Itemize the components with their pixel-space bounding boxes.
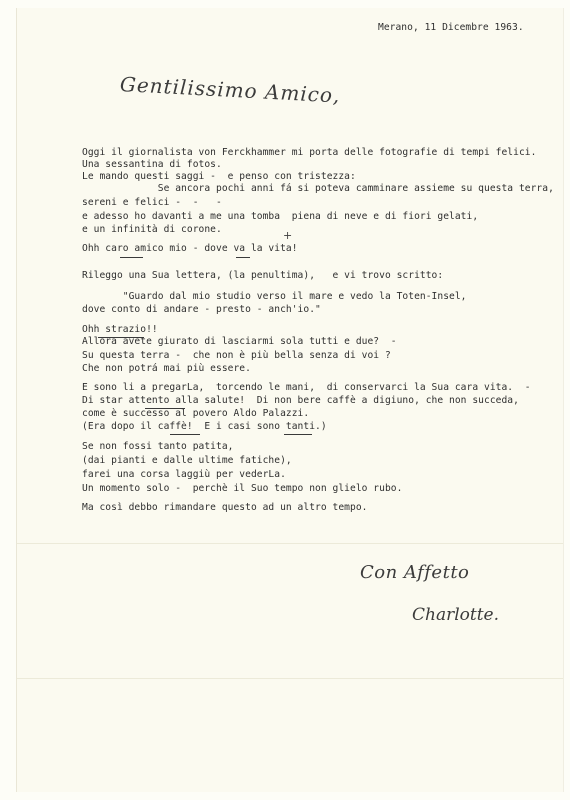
text-line: Una sessantina di fotos. [82, 159, 222, 170]
text-line: "Guardo dal mio studio verso il mare e vedo la Toten-Insel, [82, 291, 467, 302]
text-line: Un momento solo - perchè il Suo tempo non glielo rubo. [82, 483, 403, 494]
text-line: dove conto di andare - presto - anch'io." [82, 304, 321, 315]
text-line: come è successo al povero Aldo Palazzi. [82, 408, 310, 419]
text-line: Su questa terra - che non è più bella senza di voi ? [82, 350, 391, 361]
text-line: Di star attento alla salute! Di non bere caffè a digiuno, che non succeda, [82, 395, 519, 406]
salutation: Gentilissimo Amico, [119, 72, 341, 108]
text-line: e un infinità di corone. [82, 224, 222, 235]
text-line: Ma così debbo rimandare questo ad un altro tempo. [82, 502, 368, 513]
text-line: Che non potrá mai più essere. [82, 363, 251, 374]
text-line: e adesso ho davanti a me una tomba piena di neve e di fiori gelati, [82, 211, 479, 222]
handwritten-underline [120, 257, 143, 258]
text-line: farei una corsa laggiù per vederLa. [82, 469, 286, 480]
text-line: (Era dopo il caffè! E i casi sono tanti.) [82, 421, 327, 432]
closing: Con Affetto [360, 562, 470, 583]
text-line: Ohh strazio!! [82, 324, 158, 335]
text-line: Rileggo una Sua lettera, (la penultima), e vi trovo scritto: [82, 270, 444, 281]
text-line: (dai pianti e dalle ultime fatiche), [82, 455, 292, 466]
text-line: E sono li a pregarLa, torcendo le mani, di conservarci la Sua cara vita. - [82, 382, 531, 393]
handwritten-underline [284, 434, 312, 435]
text-line: Le mando questi saggi - e penso con tristezza: [82, 171, 356, 182]
text-line: Allora avete giurato di lasciarmi sola tutti e due? - [82, 336, 397, 347]
handwritten-underline [170, 434, 200, 435]
text-line: Ohh caro amico mio - dove va la vita! [82, 243, 298, 254]
handwritten-underline [236, 257, 250, 258]
handwritten-underline [145, 408, 185, 409]
letter-date: Merano, 11 Dicembre 1963. [378, 22, 524, 33]
handwritten-plus-mark: + [283, 229, 293, 242]
text-line: Se ancora pochi anni fá si poteva camminare assieme su questa terra, [82, 183, 554, 194]
text-line: sereni e felici - - - [82, 197, 222, 208]
handwritten-underline [98, 337, 144, 338]
signature: Charlotte. [412, 605, 500, 625]
fold-line [17, 543, 563, 544]
text-line: Se non fossi tanto patita, [82, 441, 234, 452]
fold-line [17, 678, 563, 679]
text-line: Oggi il giornalista von Ferckhammer mi porta delle fotografie di tempi felici. [82, 147, 537, 158]
